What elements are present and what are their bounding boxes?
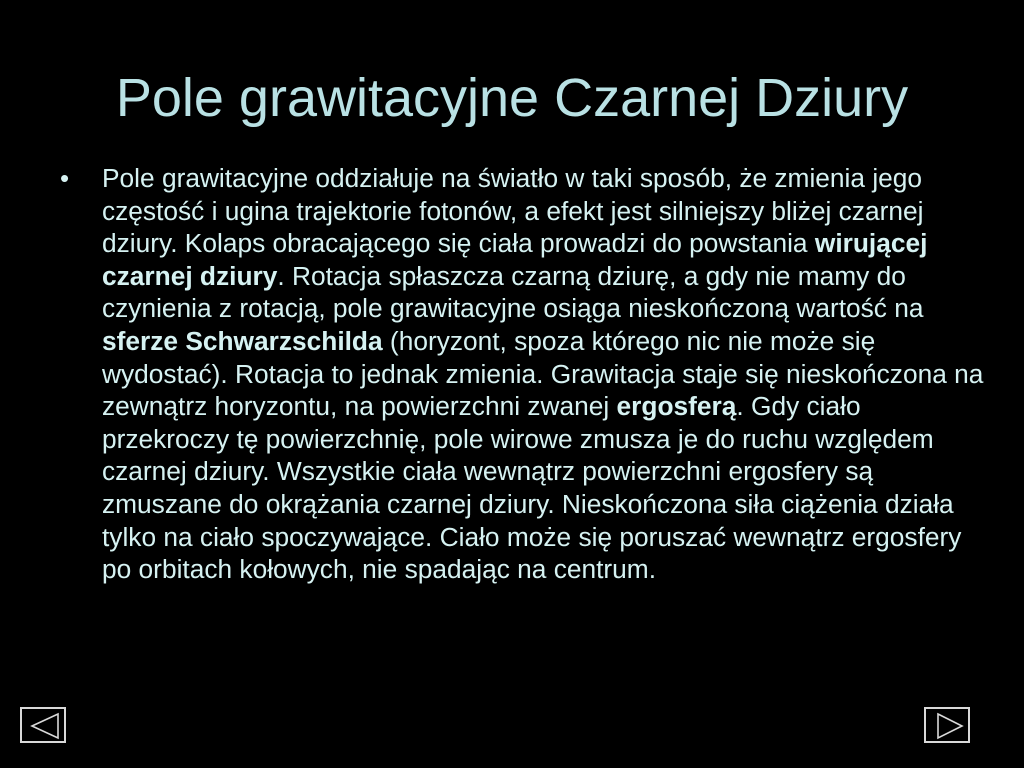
slide-body xyxy=(60,162,990,586)
bullet-marker: • xyxy=(60,163,70,193)
slide-title: Pole grawitacyjne Czarnej Dziury xyxy=(115,68,909,128)
bullet-text xyxy=(102,162,987,586)
bold-term-schwarzschild-sphere: sferze Schwarzschilda xyxy=(102,325,383,356)
text-segment-2: . Rotacja spłaszcza czarną dziurę, a gdy nie mamy do czynienia z rotacją, pole grawitacyjne osiąga nieskończoną wartość na xyxy=(102,260,924,324)
bold-term-rotating-black-hole: wirującej czarnej dziury xyxy=(102,228,928,291)
bullet-item xyxy=(60,162,990,586)
triangle-left-icon xyxy=(22,709,68,745)
text-segment-4: . Gdy ciało przekroczy tę powierzchnię, pole wirowe zmusza je do ruchu względem czarnej dziury. Wszystkie ciała wewnątrz powierzchni ergosfery są zmuszane do okrążania czarnej dziury. Nieskończona siła ciążenia działa tylko na ciało spoczywające. Ciało może się poruszać wewnątrz ergosfery po orbitach kołowych, nie spadając na centrum. xyxy=(102,391,962,585)
previous-slide-button[interactable] xyxy=(20,707,66,743)
triangle-right-icon xyxy=(926,709,972,745)
text-segment-1: Pole grawitacyjne oddziałuje na światło w taki sposób, że zmienia jego częstość i ugina trajektorie fotonów, a efekt jest silniejszy bliżej czarnej dziury. Kolaps obracającego się ciała prowadzi do powstania xyxy=(102,163,924,259)
next-slide-button[interactable] xyxy=(924,707,970,743)
text-segment-3: (horyzont, spoza którego nic nie może się wydostać). Rotacja to jednak zmienia. Grawitacja staje się nieskończona na zewnątrz horyzontu, na powierzchni zwanej xyxy=(102,325,984,422)
bold-term-ergosphere: ergosferą xyxy=(616,391,737,422)
